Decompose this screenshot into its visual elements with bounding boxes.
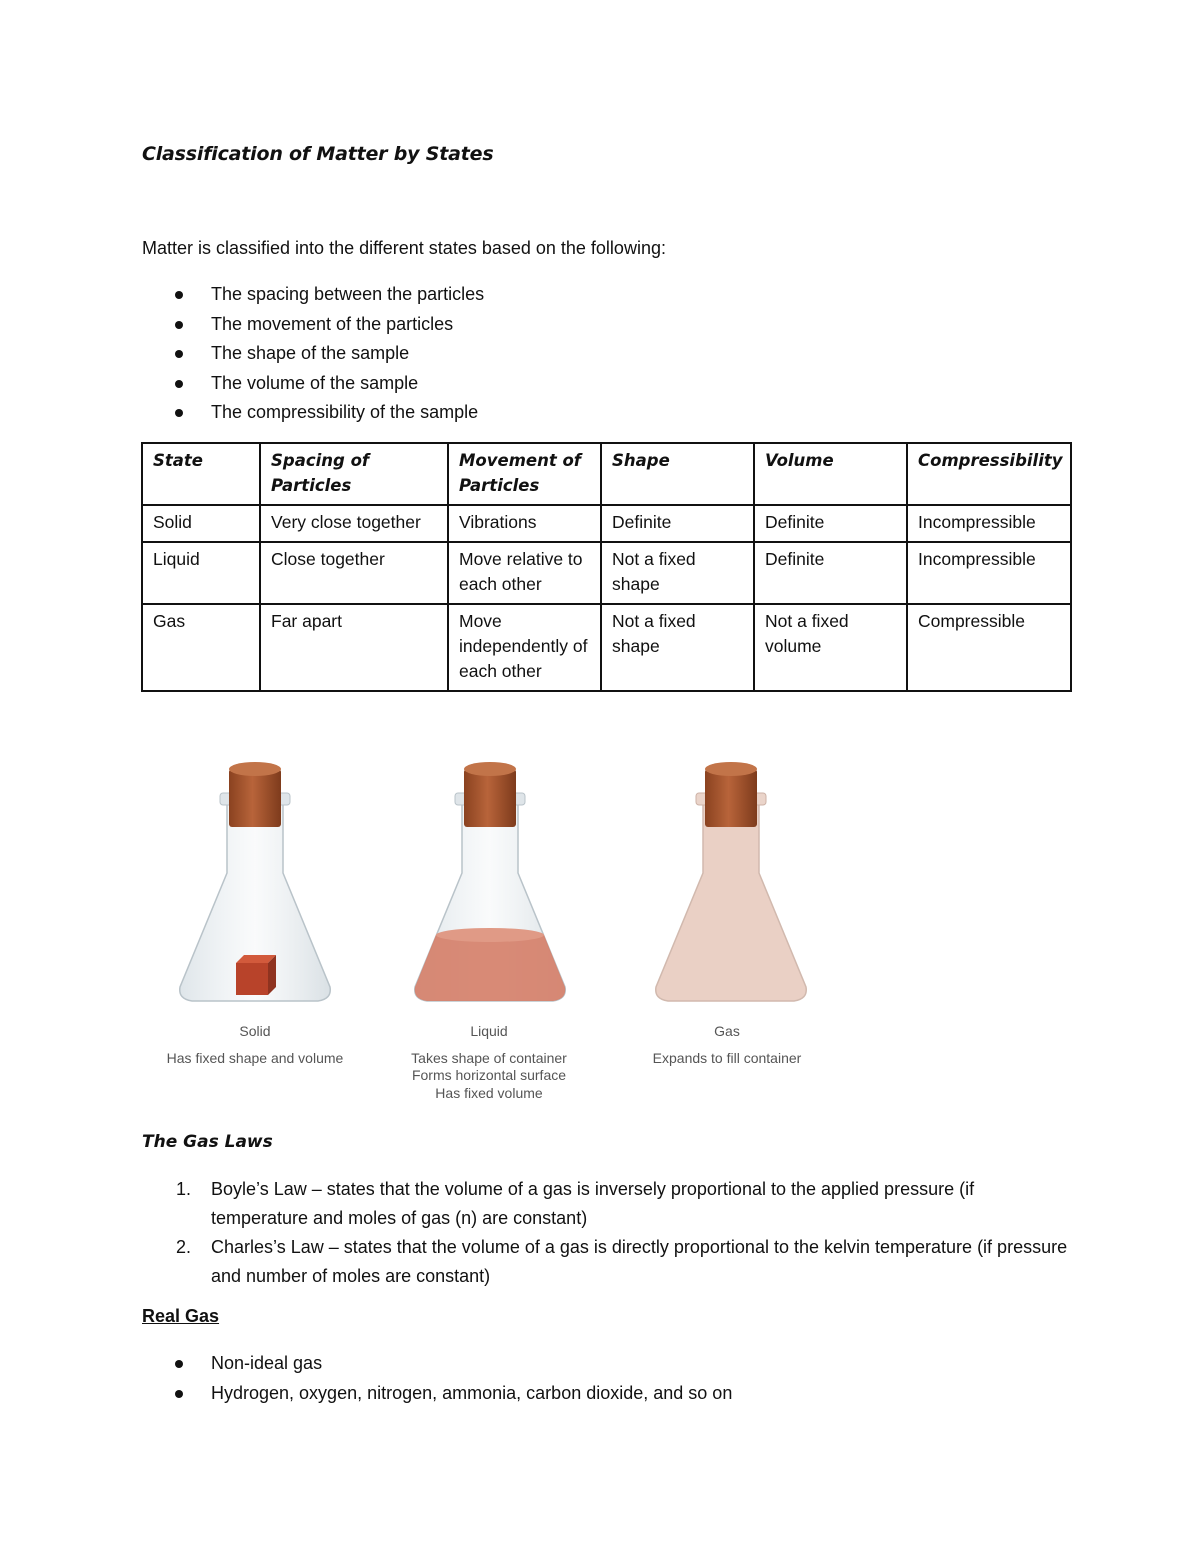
intro-text: Matter is classified into the different states based on the following: [142, 238, 666, 258]
real-gas-list [142, 1351, 732, 1410]
flasks-illustration [150, 755, 830, 1015]
gas-label: Gas [714, 1023, 740, 1039]
liquid-flask-icon [415, 762, 566, 1001]
list-item: The shape of the sample [142, 341, 484, 371]
table-cell: Solid [142, 505, 260, 542]
list-item: Hydrogen, oxygen, nitrogen, ammonia, carbon dioxide, and so on [142, 1381, 732, 1411]
header-shape: Shape [601, 443, 754, 505]
gas-laws-heading: The Gas Laws [142, 1132, 273, 1152]
header-compressibility: Compressibility [907, 443, 1071, 505]
header-spacing: Spacing of Particles [260, 443, 448, 505]
table-cell: Not a fixed shape [601, 542, 754, 604]
header-movement: Movement of Particles [448, 443, 601, 505]
boyles-law-text: Boyle’s Law – states that the volume of a gas is inversely proportional to the applied pressure (if temperature and moles of gas (n) are constant) [211, 1179, 975, 1228]
solid-caption [145, 1023, 365, 1067]
table-row [142, 604, 1071, 691]
table-cell: Incompressible [907, 542, 1071, 604]
gas-laws-list [142, 1175, 1072, 1291]
table-cell: Incompressible [907, 505, 1071, 542]
table-cell: Far apart [260, 604, 448, 691]
solid-flask-icon [180, 762, 331, 1001]
list-item: The spacing between the particles [142, 282, 484, 312]
header-volume: Volume [754, 443, 907, 505]
gas-flask-icon [656, 762, 807, 1001]
document-title: Classification of Matter by States [142, 143, 494, 165]
solid-label: Solid [239, 1023, 271, 1039]
table-cell: Very close together [260, 505, 448, 542]
table-cell: Compressible [907, 604, 1071, 691]
list-number: 2. [176, 1237, 192, 1257]
table-cell: Close together [260, 542, 448, 604]
table-row [142, 542, 1071, 604]
liquid-label: Liquid [470, 1023, 508, 1039]
solid-description: Has fixed shape and volume [166, 1049, 344, 1066]
list-item [142, 1233, 1072, 1290]
states-of-matter-figure [150, 755, 830, 1105]
liquid-description-2: Forms horizontal surface [411, 1067, 567, 1083]
liquid-description-1: Takes shape of container [411, 1049, 567, 1066]
gas-caption [617, 1023, 837, 1067]
gas-description: Expands to fill container [652, 1049, 802, 1066]
table-cell: Definite [754, 505, 907, 542]
liquid-caption [379, 1023, 599, 1102]
table-row [142, 505, 1071, 542]
list-item: Non-ideal gas [142, 1351, 732, 1381]
table-cell: Not a fixed volume [754, 604, 907, 691]
table-header-row [142, 443, 1071, 505]
criteria-list [142, 282, 484, 430]
real-gas-heading: Real Gas [142, 1306, 220, 1326]
list-item: The volume of the sample [142, 371, 484, 401]
table-cell: Liquid [142, 542, 260, 604]
list-item: The movement of the particles [142, 312, 484, 342]
charles-law-text: Charles’s Law – states that the volume of a gas is directly proportional to the kelvin temperature (if pressure and number of moles are constant) [211, 1237, 1068, 1286]
table-cell: Gas [142, 604, 260, 691]
states-table [141, 442, 1072, 692]
table-cell: Definite [754, 542, 907, 604]
table-cell: Move independently of each other [448, 604, 601, 691]
list-number: 1. [176, 1179, 192, 1199]
table-cell: Not a fixed shape [601, 604, 754, 691]
header-state: State [142, 443, 260, 505]
table-cell: Definite [601, 505, 754, 542]
liquid-description-3: Has fixed volume [435, 1084, 543, 1101]
table-cell: Move relative to each other [448, 542, 601, 604]
list-item: The compressibility of the sample [142, 400, 484, 430]
list-item [142, 1175, 1072, 1232]
solid-cube-icon [236, 955, 276, 995]
table-cell: Vibrations [448, 505, 601, 542]
